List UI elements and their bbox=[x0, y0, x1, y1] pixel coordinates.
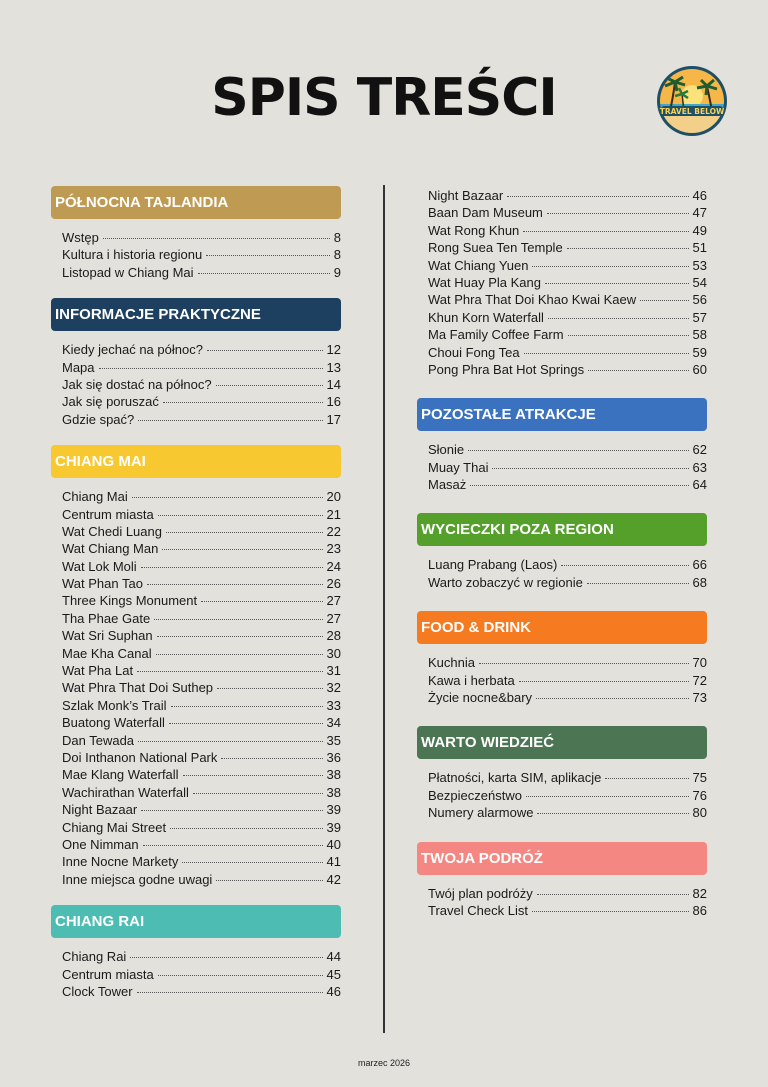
dot-leader bbox=[158, 515, 323, 516]
toc-entry-page: 13 bbox=[326, 359, 341, 375]
toc-entry-label: Doi Inthanon National Park bbox=[62, 749, 218, 765]
toc-entry-list bbox=[417, 885, 707, 920]
dot-leader bbox=[103, 238, 330, 239]
toc-entry[interactable] bbox=[62, 645, 341, 662]
dot-leader bbox=[193, 793, 323, 794]
toc-entry-label: Three Kings Monument bbox=[62, 593, 198, 609]
toc-entry-page: 34 bbox=[326, 715, 341, 731]
toc-entry-page: 33 bbox=[326, 697, 341, 713]
toc-right-column bbox=[417, 187, 707, 919]
toc-entry-label: Centrum miasta bbox=[62, 506, 154, 522]
toc-entry[interactable] bbox=[62, 983, 341, 1000]
toc-section-chiang-rai bbox=[51, 905, 341, 1000]
toc-section-po-nocna-tajlandia bbox=[51, 186, 341, 281]
toc-entry[interactable] bbox=[62, 540, 341, 557]
toc-entry-page: 35 bbox=[326, 732, 341, 748]
toc-section-food-drink bbox=[417, 611, 707, 706]
toc-entry-label: Gdzie spać? bbox=[62, 411, 135, 427]
dot-leader bbox=[588, 370, 688, 371]
toc-entry[interactable] bbox=[62, 871, 341, 888]
toc-entry-label: Muay Thai bbox=[428, 459, 489, 475]
toc-entry[interactable] bbox=[62, 610, 341, 627]
dot-leader bbox=[206, 255, 330, 256]
toc-entry-page: 58 bbox=[692, 327, 707, 343]
toc-entry[interactable] bbox=[62, 819, 341, 836]
dot-leader bbox=[147, 584, 323, 585]
svg-text:TRAVEL BELOW: TRAVEL BELOW bbox=[659, 107, 725, 116]
dot-leader bbox=[154, 619, 322, 620]
dot-leader bbox=[561, 565, 688, 566]
toc-entry[interactable] bbox=[428, 291, 707, 308]
dot-leader bbox=[171, 706, 323, 707]
toc-entry-page: 30 bbox=[326, 645, 341, 661]
toc-entry[interactable] bbox=[428, 689, 707, 706]
toc-entry-list bbox=[51, 341, 341, 428]
toc-entry-label: Kawa i herbata bbox=[428, 672, 515, 688]
dot-leader bbox=[568, 335, 689, 336]
toc-entry-label: Khun Korn Waterfall bbox=[428, 309, 544, 325]
dot-leader bbox=[143, 845, 323, 846]
dot-leader bbox=[216, 880, 322, 881]
toc-entry[interactable] bbox=[428, 257, 707, 274]
toc-section-chiang-mai bbox=[51, 445, 341, 888]
toc-entry-page: 27 bbox=[326, 593, 341, 609]
toc-entry[interactable] bbox=[428, 441, 707, 458]
section-header[interactable]: WYCIECZKI POZA REGION bbox=[417, 513, 707, 546]
toc-entry-page: 66 bbox=[692, 557, 707, 573]
toc-entry[interactable] bbox=[62, 714, 341, 731]
dot-leader bbox=[137, 671, 322, 672]
toc-entry[interactable] bbox=[62, 393, 341, 410]
dot-leader bbox=[156, 654, 323, 655]
footer-date: marzec 2026 bbox=[357, 1058, 411, 1068]
toc-entry-label: Dan Tewada bbox=[62, 732, 135, 748]
dot-leader bbox=[547, 213, 689, 214]
toc-entry[interactable] bbox=[428, 344, 707, 361]
toc-entry-page: 17 bbox=[326, 411, 341, 427]
dot-leader bbox=[162, 549, 322, 550]
toc-entry-label: Choui Fong Tea bbox=[428, 344, 520, 360]
toc-entry[interactable] bbox=[62, 948, 341, 965]
dot-leader bbox=[169, 723, 323, 724]
toc-entry[interactable] bbox=[62, 592, 341, 609]
toc-entry-list bbox=[51, 488, 341, 888]
toc-entry-page: 31 bbox=[326, 663, 341, 679]
dot-leader bbox=[182, 862, 322, 863]
toc-entry-page: 45 bbox=[326, 966, 341, 982]
toc-entry-label: Wat Huay Pla Kang bbox=[428, 274, 541, 290]
toc-entry-label: Wstęp bbox=[62, 230, 99, 245]
toc-entry[interactable] bbox=[62, 488, 341, 505]
dot-leader bbox=[207, 350, 323, 351]
toc-entry-list bbox=[417, 556, 707, 591]
toc-entry-page: 41 bbox=[326, 854, 341, 870]
toc-entry[interactable] bbox=[62, 836, 341, 853]
toc-entry-label: Tha Phae Gate bbox=[62, 610, 151, 626]
toc-entry[interactable] bbox=[62, 732, 341, 749]
toc-entry-label: Baan Dam Museum bbox=[428, 205, 543, 221]
toc-entry[interactable] bbox=[428, 361, 707, 378]
toc-entry-label: One Nimman bbox=[62, 836, 139, 852]
toc-entry-label: Bezpieczeństwo bbox=[428, 787, 522, 803]
toc-entry[interactable] bbox=[428, 274, 707, 291]
toc-entry-page: 60 bbox=[692, 361, 707, 377]
toc-entry-page: 53 bbox=[692, 257, 707, 273]
toc-entry-page: 9 bbox=[333, 264, 341, 280]
toc-entry-page: 21 bbox=[326, 506, 341, 522]
toc-entry-label: Inne miejsca godne uwagi bbox=[62, 871, 213, 887]
dot-leader bbox=[183, 775, 323, 776]
dot-leader bbox=[99, 368, 323, 369]
toc-entry[interactable] bbox=[62, 359, 341, 376]
toc-entry-label: Clock Tower bbox=[62, 983, 133, 999]
dot-leader bbox=[523, 231, 688, 232]
toc-entry[interactable] bbox=[428, 476, 707, 493]
toc-entry-label: Mapa bbox=[62, 359, 95, 375]
dot-leader bbox=[507, 196, 688, 197]
toc-entry[interactable] bbox=[428, 902, 707, 919]
toc-section-wycieczki-poza-region bbox=[417, 513, 707, 591]
toc-entry-page: 39 bbox=[326, 802, 341, 818]
toc-entry[interactable] bbox=[428, 787, 707, 804]
toc-entry-label: Night Bazaar bbox=[62, 802, 138, 818]
toc-entry-list bbox=[417, 769, 707, 821]
toc-entry[interactable] bbox=[428, 309, 707, 326]
toc-entry-page: 26 bbox=[326, 576, 341, 592]
toc-entry[interactable] bbox=[428, 459, 707, 476]
dot-leader bbox=[537, 813, 688, 814]
toc-entry[interactable] bbox=[428, 326, 707, 343]
toc-section-informacje-praktyczne bbox=[51, 298, 341, 428]
toc-entry-label: Centrum miasta bbox=[62, 966, 154, 982]
toc-entry-label: Rong Suea Ten Temple bbox=[428, 240, 563, 256]
toc-left-column bbox=[51, 186, 341, 1000]
toc-entry-label: Wachirathan Waterfall bbox=[62, 784, 189, 800]
toc-entry-page: 86 bbox=[692, 902, 707, 918]
toc-entry-page: 28 bbox=[326, 628, 341, 644]
toc-entry-page: 20 bbox=[326, 489, 341, 505]
toc-entry-label: Kuchnia bbox=[428, 655, 475, 671]
toc-entry[interactable] bbox=[428, 769, 707, 786]
toc-entry-page: 24 bbox=[326, 558, 341, 574]
toc-entry-label: Buatong Waterfall bbox=[62, 715, 165, 731]
dot-leader bbox=[524, 353, 689, 354]
toc-entry-label: Płatności, karta SIM, aplikacje bbox=[428, 770, 602, 786]
toc-entry[interactable] bbox=[428, 885, 707, 902]
toc-entry[interactable] bbox=[62, 229, 341, 246]
toc-entry-label: Wat Rong Khun bbox=[428, 222, 520, 238]
toc-entry-page: 16 bbox=[326, 394, 341, 410]
dot-leader bbox=[201, 601, 322, 602]
dot-leader bbox=[567, 248, 689, 249]
toc-entry-page: 23 bbox=[326, 541, 341, 557]
toc-entry-page: 47 bbox=[692, 205, 707, 221]
toc-entry[interactable] bbox=[428, 239, 707, 256]
toc-entry-page: 57 bbox=[692, 309, 707, 325]
dot-leader bbox=[548, 318, 689, 319]
toc-entry-page: 76 bbox=[692, 787, 707, 803]
toc-entry-label: Mae Kha Canal bbox=[62, 645, 152, 661]
toc-entry-page: 56 bbox=[692, 292, 707, 308]
toc-entry-page: 72 bbox=[692, 672, 707, 688]
toc-entry-label: Chiang Mai bbox=[62, 489, 128, 505]
dot-leader bbox=[545, 283, 689, 284]
dot-leader bbox=[198, 273, 330, 274]
toc-entry[interactable] bbox=[62, 662, 341, 679]
toc-entry[interactable] bbox=[62, 966, 341, 983]
toc-entry-label: Luang Prabang (Laos) bbox=[428, 557, 558, 573]
toc-entry-label: Wat Phra That Doi Khao Kwai Kaew bbox=[428, 292, 637, 308]
toc-entry[interactable] bbox=[62, 411, 341, 428]
toc-entry[interactable] bbox=[428, 222, 707, 239]
toc-entry-label: Chiang Rai bbox=[62, 949, 127, 965]
toc-entry[interactable] bbox=[428, 204, 707, 221]
toc-entry[interactable] bbox=[62, 853, 341, 870]
toc-entry-page: 32 bbox=[326, 680, 341, 696]
toc-entry-page: 12 bbox=[326, 342, 341, 358]
toc-entry-page: 68 bbox=[692, 574, 707, 590]
toc-entry-list-continued bbox=[417, 187, 707, 378]
section-header[interactable]: INFORMACJE PRAKTYCZNE bbox=[51, 298, 341, 331]
toc-entry-label: Ma Family Coffee Farm bbox=[428, 327, 564, 343]
toc-entry-page: 80 bbox=[692, 805, 707, 821]
dot-leader bbox=[526, 796, 689, 797]
toc-entry-label: Night Bazaar bbox=[428, 188, 504, 203]
dot-leader bbox=[532, 266, 688, 267]
dot-leader bbox=[137, 992, 323, 993]
toc-entry-label: Wat Chiang Man bbox=[62, 541, 159, 557]
toc-entry-label: Wat Phra That Doi Suthep bbox=[62, 680, 214, 696]
dot-leader bbox=[470, 485, 688, 486]
dot-leader bbox=[157, 636, 323, 637]
dot-leader bbox=[217, 688, 323, 689]
toc-entry-label: Wat Lok Moli bbox=[62, 558, 137, 574]
toc-entry-page: 38 bbox=[326, 767, 341, 783]
toc-entry[interactable] bbox=[62, 801, 341, 818]
palm-beach-logo-icon bbox=[655, 64, 729, 138]
dot-leader bbox=[479, 663, 689, 664]
toc-entry-label: Jak się poruszać bbox=[62, 394, 159, 410]
section-header[interactable]: WARTO WIEDZIEĆ bbox=[417, 726, 707, 759]
dot-leader bbox=[492, 468, 688, 469]
toc-entry-label: Życie nocne&bary bbox=[428, 690, 533, 706]
toc-entry[interactable] bbox=[62, 697, 341, 714]
dot-leader bbox=[130, 957, 322, 958]
toc-entry-label: Twój plan podróży bbox=[428, 885, 533, 901]
toc-entry-label: Warto zobaczyć w regionie bbox=[428, 574, 583, 590]
dot-leader bbox=[221, 758, 322, 759]
dot-leader bbox=[605, 778, 688, 779]
toc-entry-label: Wat Phan Tao bbox=[62, 576, 143, 592]
dot-leader bbox=[170, 828, 322, 829]
dot-leader bbox=[141, 567, 323, 568]
dot-leader bbox=[640, 300, 688, 301]
dot-leader bbox=[532, 911, 689, 912]
toc-entry[interactable] bbox=[62, 264, 341, 281]
toc-section-warto-wiedziec bbox=[417, 726, 707, 821]
dot-leader bbox=[536, 698, 688, 699]
toc-entry-page: 63 bbox=[692, 459, 707, 475]
section-header[interactable]: POZOSTAŁE ATRAKCJE bbox=[417, 398, 707, 431]
toc-entry[interactable] bbox=[428, 187, 707, 204]
toc-entry-page: 22 bbox=[326, 523, 341, 539]
toc-entry-page: 59 bbox=[692, 344, 707, 360]
toc-entry-page: 38 bbox=[326, 784, 341, 800]
toc-entry-label: Wat Chedi Luang bbox=[62, 523, 162, 539]
toc-entry-label: Masaż bbox=[428, 477, 467, 493]
toc-entry-page: 8 bbox=[333, 230, 341, 245]
toc-entry-label: Pong Phra Bat Hot Springs bbox=[428, 361, 585, 377]
dot-leader bbox=[537, 894, 689, 895]
toc-entry-label: Słonie bbox=[428, 442, 465, 458]
dot-leader bbox=[141, 810, 322, 811]
toc-entry-label: Kultura i historia regionu bbox=[62, 247, 203, 263]
toc-entry-page: 54 bbox=[692, 274, 707, 290]
toc-entry-page: 73 bbox=[692, 690, 707, 706]
toc-entry-page: 75 bbox=[692, 770, 707, 786]
toc-entry-label: Kiedy jechać na północ? bbox=[62, 342, 203, 358]
toc-section-twoja-podro-z bbox=[417, 842, 707, 920]
dot-leader bbox=[166, 532, 323, 533]
toc-entry-label: Wat Sri Suphan bbox=[62, 628, 153, 644]
dot-leader bbox=[468, 450, 688, 451]
toc-entry[interactable] bbox=[62, 575, 341, 592]
toc-entry[interactable] bbox=[428, 654, 707, 671]
toc-entry-page: 46 bbox=[326, 983, 341, 999]
toc-entry-page: 40 bbox=[326, 836, 341, 852]
toc-entry-page: 70 bbox=[692, 655, 707, 671]
toc-entry[interactable] bbox=[62, 506, 341, 523]
toc-entry-label: Listopad w Chiang Mai bbox=[62, 264, 194, 280]
dot-leader bbox=[138, 420, 322, 421]
dot-leader bbox=[158, 975, 323, 976]
toc-entry-label: Szlak Monk’s Trail bbox=[62, 697, 167, 713]
toc-entry-page: 8 bbox=[333, 247, 341, 263]
toc-entry-page: 62 bbox=[692, 442, 707, 458]
toc-entry-label: Inne Nocne Markety bbox=[62, 854, 179, 870]
dot-leader bbox=[163, 402, 323, 403]
toc-entry-page: 14 bbox=[326, 376, 341, 392]
toc-entry[interactable] bbox=[62, 246, 341, 263]
section-header[interactable]: CHIANG RAI bbox=[51, 905, 341, 938]
toc-entry-list bbox=[417, 654, 707, 706]
toc-entry[interactable] bbox=[428, 574, 707, 591]
toc-entry[interactable] bbox=[428, 804, 707, 821]
toc-entry[interactable] bbox=[428, 556, 707, 573]
toc-entry[interactable] bbox=[62, 766, 341, 783]
toc-entry-list bbox=[51, 948, 341, 1000]
toc-entry[interactable] bbox=[62, 523, 341, 540]
toc-entry-page: 82 bbox=[692, 885, 707, 901]
toc-entry[interactable] bbox=[62, 376, 341, 393]
toc-entry-label: Wat Pha Lat bbox=[62, 663, 134, 679]
toc-entry[interactable] bbox=[428, 672, 707, 689]
toc-entry[interactable] bbox=[62, 679, 341, 696]
dot-leader bbox=[138, 741, 322, 742]
toc-entry[interactable] bbox=[62, 784, 341, 801]
toc-entry-page: 46 bbox=[692, 188, 707, 203]
column-divider bbox=[383, 185, 385, 1033]
toc-entry-page: 44 bbox=[326, 949, 341, 965]
dot-leader bbox=[132, 497, 323, 498]
toc-entry-page: 42 bbox=[326, 871, 341, 887]
toc-entry[interactable] bbox=[62, 341, 341, 358]
page-title: SPIS TREŚCI bbox=[211, 68, 557, 128]
toc-entry-label: Jak się dostać na północ? bbox=[62, 376, 212, 392]
section-header[interactable]: CHIANG MAI bbox=[51, 445, 341, 478]
toc-entry-list bbox=[51, 229, 341, 281]
dot-leader bbox=[216, 385, 323, 386]
toc-entry-label: Mae Klang Waterfall bbox=[62, 767, 179, 783]
toc-entry-page: 39 bbox=[326, 819, 341, 835]
toc-entry-page: 51 bbox=[692, 240, 707, 256]
section-header[interactable]: FOOD & DRINK bbox=[417, 611, 707, 644]
toc-entry-page: 49 bbox=[692, 222, 707, 238]
toc-entry-page: 64 bbox=[692, 477, 707, 493]
toc-entry[interactable] bbox=[62, 749, 341, 766]
toc-entry-page: 36 bbox=[326, 749, 341, 765]
dot-leader bbox=[519, 681, 689, 682]
toc-section-pozosta-e-atrakcje bbox=[417, 398, 707, 493]
section-header[interactable]: TWOJA PODRÓŻ bbox=[417, 842, 707, 875]
toc-entry[interactable] bbox=[62, 558, 341, 575]
toc-entry-label: Travel Check List bbox=[428, 902, 528, 918]
dot-leader bbox=[587, 583, 689, 584]
section-header[interactable]: PÓŁNOCNA TAJLANDIA bbox=[51, 186, 341, 219]
toc-entry-label: Chiang Mai Street bbox=[62, 819, 167, 835]
toc-entry[interactable] bbox=[62, 627, 341, 644]
toc-entry-page: 27 bbox=[326, 610, 341, 626]
toc-entry-list bbox=[417, 441, 707, 493]
toc-entry-label: Numery alarmowe bbox=[428, 805, 534, 821]
toc-entry-label: Wat Chiang Yuen bbox=[428, 257, 529, 273]
